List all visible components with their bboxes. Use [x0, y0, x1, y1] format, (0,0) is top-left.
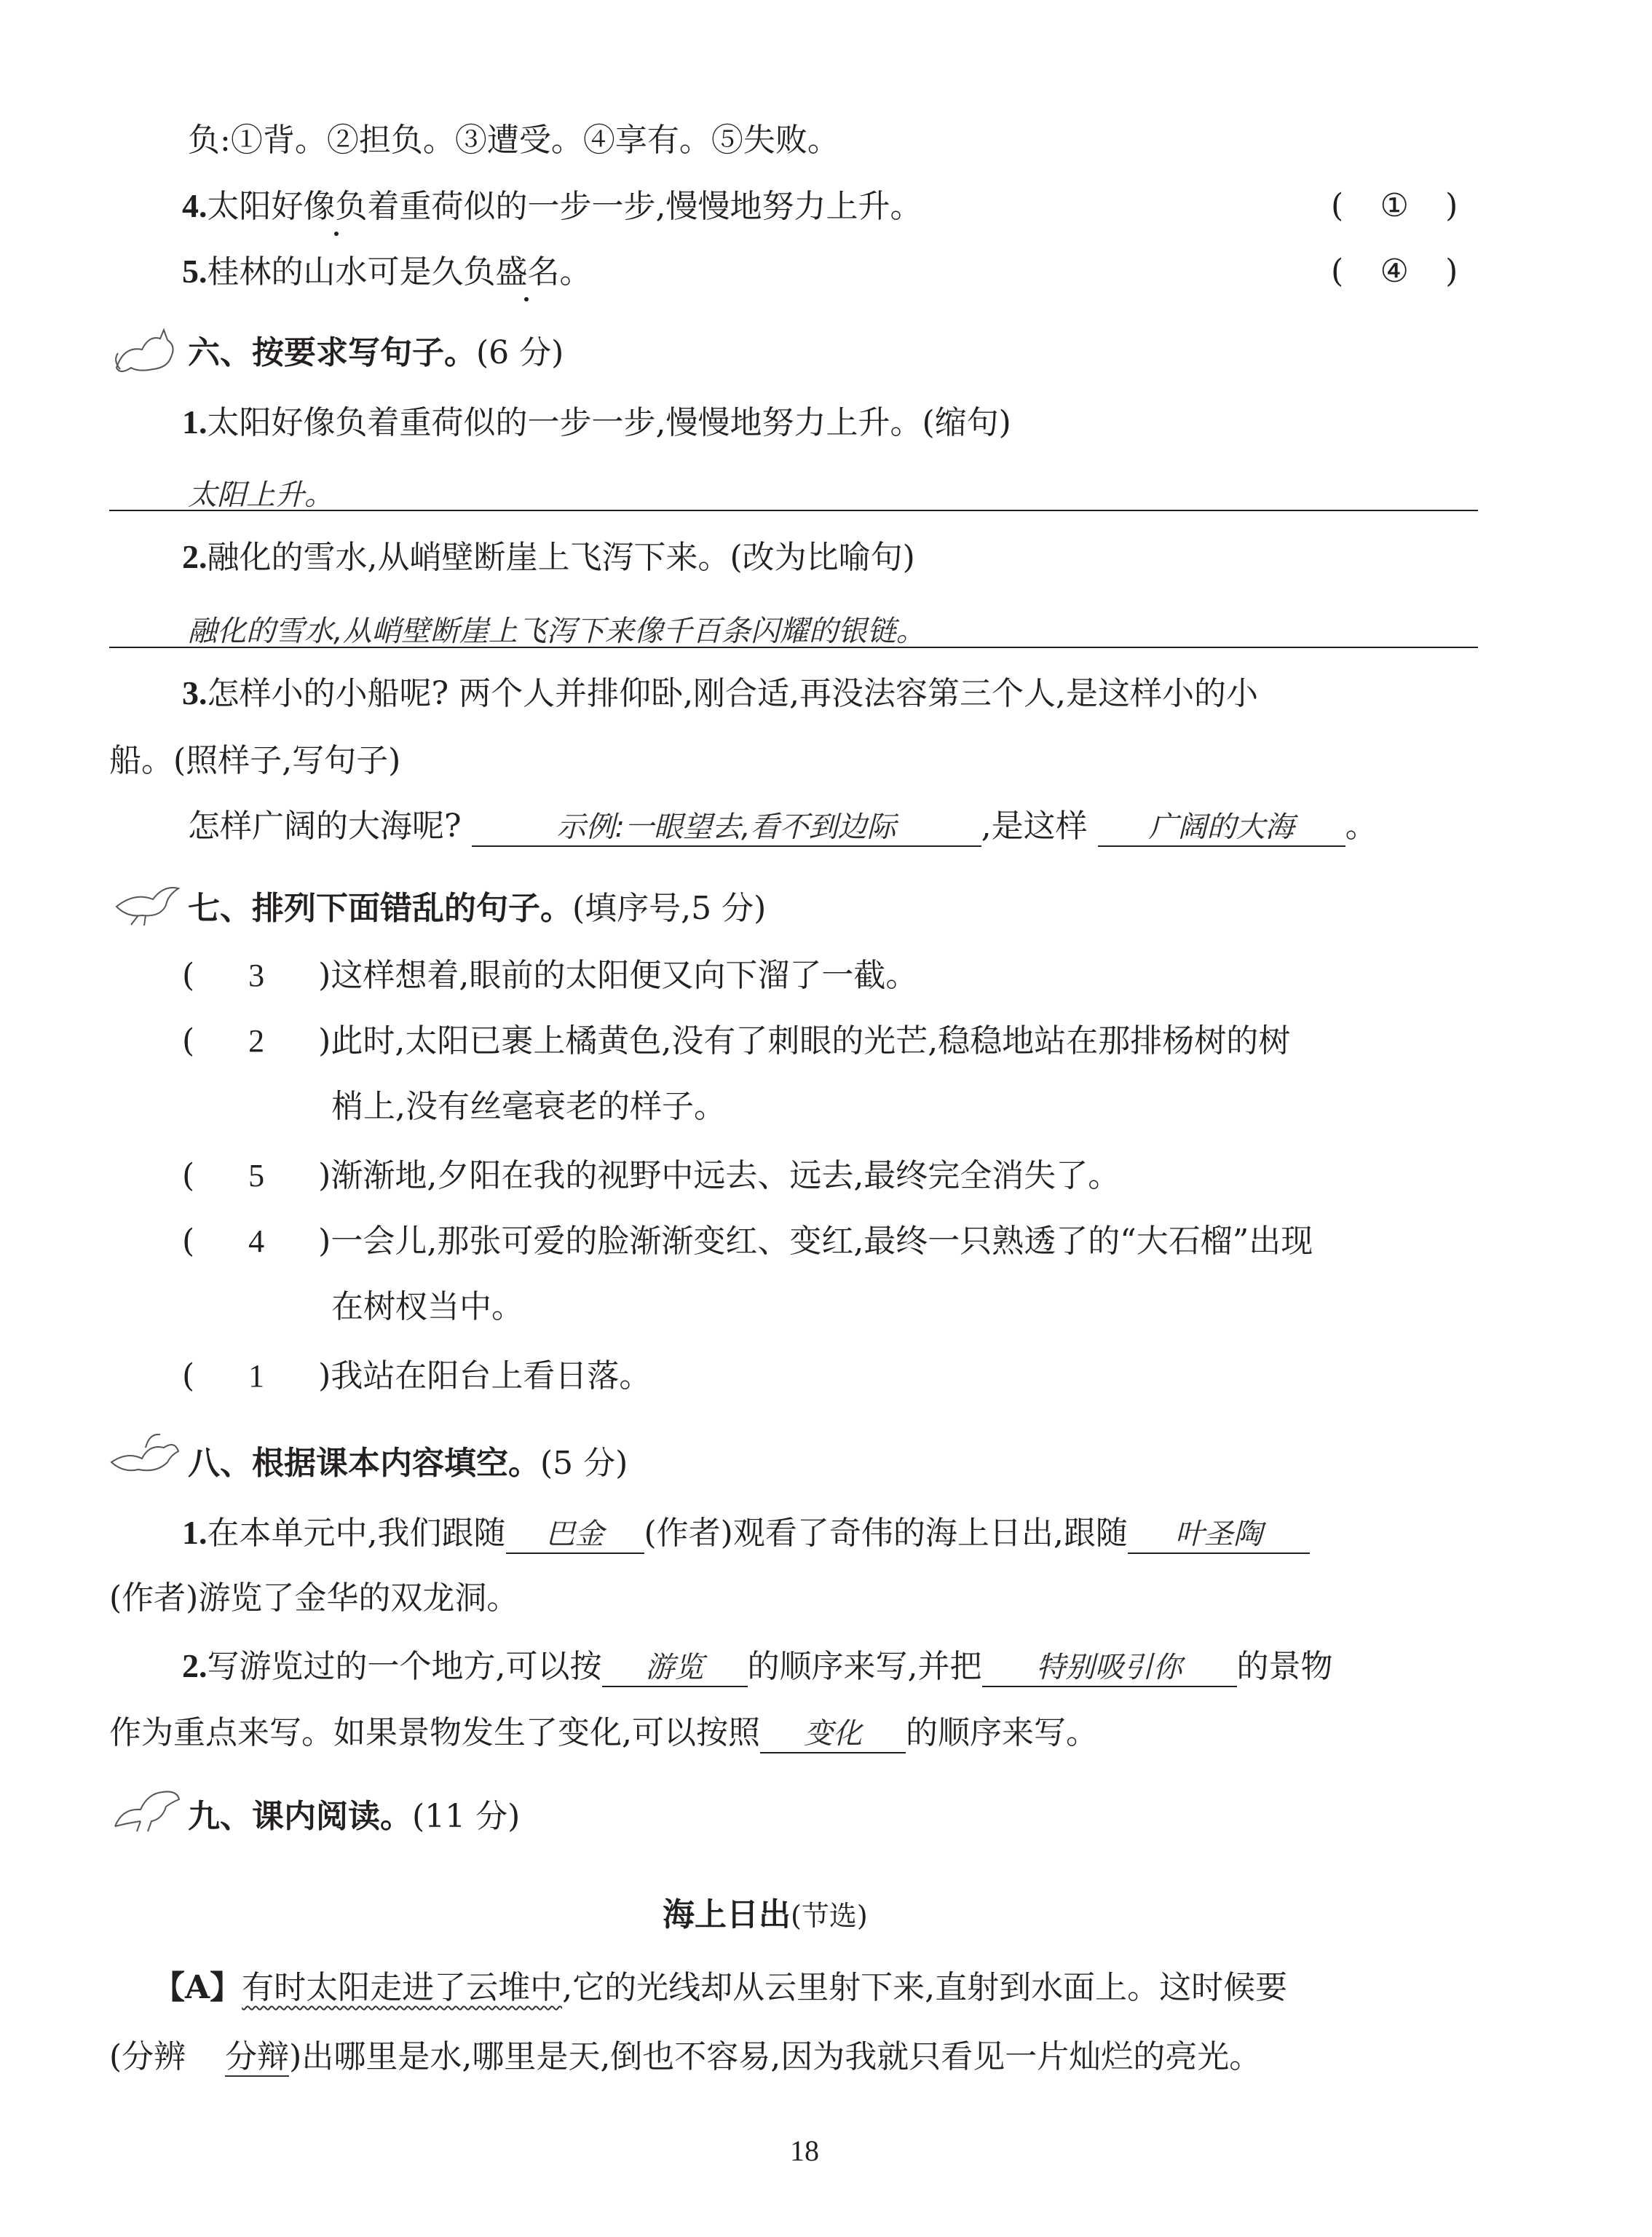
- passage-line-2: [109, 2035, 1261, 2079]
- question-number: 4.: [182, 187, 208, 224]
- order-number: 4: [248, 1223, 265, 1259]
- fill-blank-b: 广阔的大海: [1098, 809, 1345, 847]
- question-text: (作者)观看了奇伟的海上日出,跟随: [644, 1515, 1128, 1552]
- question-number: 1.: [182, 403, 208, 441]
- sec7-item-2: ( 2 )此时,太阳已裹上橘黄色,没有了刺眼的光芒,稳稳地站在那排杨树的树: [182, 1019, 1290, 1063]
- question-number: 2.: [182, 1647, 208, 1684]
- sentence-text: )此时,太阳已裹上橘黄色,没有了刺眼的光芒,稳稳地站在那排杨树的树: [318, 1022, 1291, 1060]
- passage-note: (节选): [791, 1900, 868, 1932]
- sec6-question-1: [182, 401, 1011, 445]
- passage-text: (分辨: [109, 2038, 186, 2075]
- sec7-item-4: ( 4 )一会儿,那张可爱的脸渐渐变红、变红,最终一只熟透了的“大石榴”出现: [182, 1220, 1313, 1263]
- passage-text: ,它的光线却从云里射下来,直射到水面上。这时候要: [562, 1969, 1288, 2006]
- answer-paren-4: ( ① ): [1331, 184, 1458, 228]
- sec6-question-3-line2: 船。(照样子,写句子): [109, 742, 401, 779]
- question-text: 的景物: [1236, 1648, 1333, 1685]
- sec6-question-3-fill: [188, 805, 1378, 848]
- order-number: 5: [248, 1158, 265, 1194]
- passage-line-1: [153, 1966, 1287, 2010]
- section-7-title: [188, 887, 766, 931]
- section-6-title: [188, 331, 564, 375]
- question-text: 写游览过的一个地方,可以按: [207, 1648, 602, 1685]
- sec8-question-2: [182, 1644, 1333, 1689]
- passage-title-text: 海上日出: [663, 1896, 791, 1933]
- section-score: (6 分): [476, 334, 564, 371]
- emphasis-dot: [334, 232, 339, 236]
- bird-icon: [109, 877, 182, 928]
- sec7-item-3: ( 5 )渐渐地,夕阳在我的视野中远去、远去,最终完全消失了。: [182, 1154, 1120, 1198]
- sec7-item-1: ( 3 )这样想着,眼前的太阳便又向下溜了一截。: [182, 954, 917, 998]
- sentence-text: )渐渐地,夕阳在我的视野中远去、远去,最终完全消失了。: [318, 1157, 1121, 1194]
- sentence-text: )这样想着,眼前的太阳便又向下溜了一截。: [318, 957, 918, 994]
- section-score: (填序号,5 分): [572, 890, 767, 927]
- section-score: (5 分): [540, 1445, 628, 1482]
- fill-mid: ,是这样: [981, 808, 1088, 845]
- section-8-title: [188, 1442, 628, 1486]
- order-number: 3: [248, 958, 265, 993]
- answer-value: ④: [1380, 253, 1409, 289]
- page-number: 18: [790, 2134, 819, 2167]
- dinosaur-icon: [108, 1779, 184, 1834]
- dragon-icon: [106, 1426, 182, 1480]
- question-text: 的顺序来写,并把: [747, 1648, 982, 1685]
- fill-blank-author-1: 巴金: [506, 1516, 644, 1554]
- underlined-phrase: 有时太阳走进了云堆中: [242, 1969, 563, 2006]
- question-number: 1.: [182, 1514, 208, 1551]
- sentence-text: )我站在阳台上看日落。: [318, 1357, 652, 1394]
- sec7-item-4-cont: 在树杈当中。: [331, 1288, 523, 1325]
- passage-title: [663, 1893, 868, 1938]
- section-title-text: 九、课内阅读。: [188, 1798, 412, 1835]
- question-5: [182, 250, 592, 294]
- question-text: 融化的雪水,从峭壁断崖上飞泻下来。(改为比喻句): [207, 539, 915, 576]
- question-text: 的顺序来写。: [906, 1714, 1098, 1751]
- sentence-text: )一会儿,那张可爱的脸渐渐变红、变红,最终一只熟透了的“大石榴”出现: [318, 1223, 1313, 1260]
- fill-blank-order: 游览: [602, 1649, 748, 1687]
- sec7-item-5: ( 1 )我站在阳台上看日落。: [182, 1354, 651, 1398]
- sec8-question-1: [182, 1511, 1310, 1555]
- sec6-answer-2: 融化的雪水,从峭壁断崖上飞泻下来像千百条闪耀的银链。: [188, 615, 925, 648]
- order-number: 1: [248, 1358, 265, 1394]
- sec7-item-2-cont: 梢上,没有丝毫衰老的样子。: [331, 1088, 726, 1125]
- answer-line: [109, 647, 1478, 648]
- question-number: 3.: [182, 674, 208, 711]
- passage-text: )出哪里是水,哪里是天,倒也不容易,因为我就只看见一片灿烂的亮光。: [289, 2038, 1262, 2075]
- question-text: 作为重点来写。如果景物发生了变化,可以按照: [109, 1714, 760, 1751]
- section-title-text: 六、按要求写句子。: [188, 334, 476, 371]
- section-9-title: [188, 1795, 520, 1839]
- sec8-question-1-cont: (作者)游览了金华的双龙洞。: [109, 1579, 519, 1617]
- emphasis-dot: [524, 297, 529, 301]
- cat-icon: [109, 324, 182, 379]
- sec6-answer-1: 太阳上升。: [188, 478, 333, 512]
- fill-blank-focus: 特别吸引你: [982, 1649, 1237, 1687]
- section-title-text: 七、排列下面错乱的句子。: [188, 890, 572, 927]
- order-number: 2: [248, 1023, 265, 1059]
- sec8-question-2-cont: [109, 1711, 1098, 1755]
- fu-definition: 负:①背。②担负。③遭受。④享有。⑤失败。: [188, 122, 839, 159]
- sec6-question-3-line1: [182, 671, 1258, 716]
- fill-end: 。: [1345, 808, 1378, 845]
- question-text: 桂林的山水可是久负盛名。: [207, 253, 592, 291]
- question-text: 太阳好像负着重荷似的一步一步,慢慢地努力上升。: [207, 188, 922, 225]
- sec6-question-2: [182, 535, 915, 580]
- answer-value: ①: [1380, 188, 1409, 224]
- fill-blank-change: 变化: [760, 1716, 906, 1753]
- section-title-text: 八、根据课本内容填空。: [188, 1445, 540, 1482]
- fill-prefix: 怎样广阔的大海呢?: [188, 808, 462, 845]
- question-text: 太阳好像负着重荷似的一步一步,慢慢地努力上升。(缩句): [207, 404, 1011, 441]
- question-text: 怎样小的小船呢? 两个人并排仰卧,刚合适,再没法容第三个人,是这样小的小: [207, 675, 1259, 712]
- section-score: (11 分): [412, 1798, 521, 1835]
- question-4: [182, 184, 922, 229]
- answer-paren-5: ( ④ ): [1331, 250, 1458, 293]
- question-text: 在本单元中,我们跟随: [207, 1515, 506, 1552]
- question-number: 5.: [182, 253, 208, 290]
- fill-blank-author-2: 叶圣陶: [1128, 1516, 1310, 1554]
- answer-line: [109, 510, 1478, 511]
- chosen-word: 分辩: [225, 2038, 290, 2075]
- paragraph-label: 【A】: [153, 1969, 242, 2006]
- fill-blank-a: 示例:一眼望去,看不到边际: [472, 809, 981, 847]
- question-number: 2.: [182, 538, 208, 575]
